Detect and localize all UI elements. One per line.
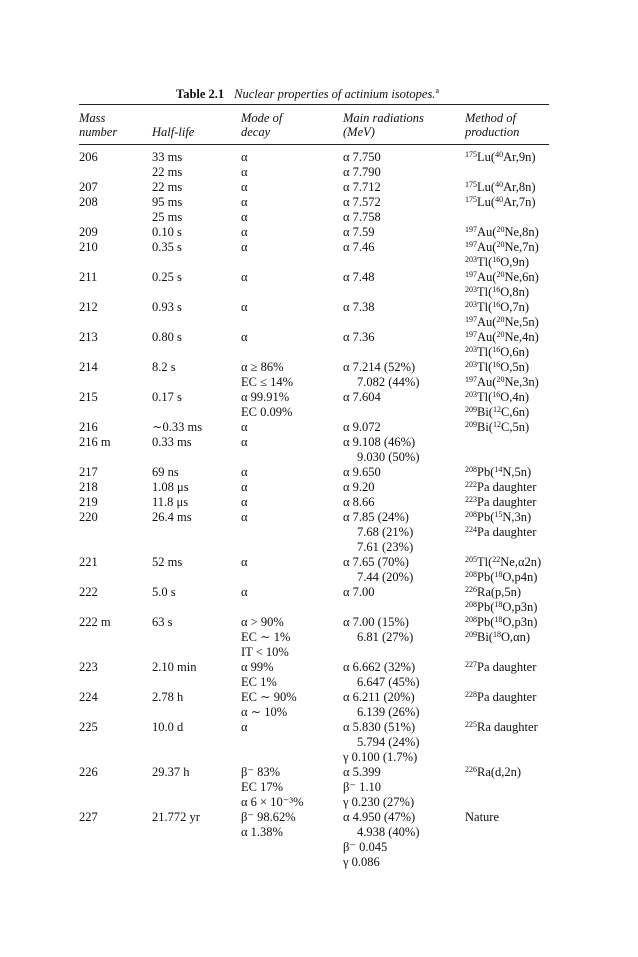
cell-mode: α bbox=[241, 240, 248, 254]
header-radiations: Main radiations (MeV) bbox=[343, 111, 424, 139]
cell-mode: α α bbox=[241, 195, 248, 224]
table-row bbox=[0, 300, 638, 330]
cell-half-life: 2.78 h bbox=[152, 690, 184, 704]
table-row bbox=[0, 765, 638, 810]
cell-mass: 216 bbox=[79, 420, 98, 434]
cell-production: $^{203}$Tl($^{16}$O,4n) $^{209}$Bi($^{12}$C,6n) bbox=[465, 390, 530, 419]
cell-half-life: 52 ms bbox=[152, 555, 183, 569]
cell-half-life: 11.8 μs bbox=[152, 495, 189, 509]
cell-mass: 227 bbox=[79, 810, 98, 824]
cell-mode: α > 90% EC ∼ 1% IT < 10% bbox=[241, 615, 291, 659]
cell-production: $^{209}$Bi($^{12}$C,5n) bbox=[465, 420, 530, 434]
cell-half-life: 0.35 s bbox=[152, 240, 182, 254]
cell-production: $^{175}$Lu($^{40}$Ar,8n) bbox=[465, 180, 536, 194]
cell-half-life: 0.17 s bbox=[152, 390, 182, 404]
header-production: Method of production bbox=[465, 111, 520, 139]
cell-mass: 225 bbox=[79, 720, 98, 734]
table-body bbox=[0, 150, 638, 870]
cell-production: $^{208}$Pb($^{18}$O,p3n) $^{209}$Bi($^{18}$O,αn) bbox=[465, 615, 538, 644]
table-row bbox=[0, 510, 638, 555]
cell-half-life: 0.25 s bbox=[152, 270, 182, 284]
cell-production: $^{208}$Pb($^{14}$N,5n) bbox=[465, 465, 532, 479]
cell-half-life: 29.37 h bbox=[152, 765, 190, 779]
cell-radiations: α 7.00 (15%) 6.81 (27%) bbox=[343, 615, 414, 644]
cell-production: $^{175}$Lu($^{40}$Ar,7n) bbox=[465, 195, 536, 209]
footnote-mark: a bbox=[435, 86, 439, 95]
table-row bbox=[0, 810, 638, 870]
table-row bbox=[0, 660, 638, 690]
cell-radiations: α 4.950 (47%) 4.938 (40%) β⁻ 0.045 γ 0.086 bbox=[343, 810, 420, 869]
cell-radiations: α 7.604 bbox=[343, 390, 381, 404]
cell-production: $^{223}$Pa daughter bbox=[465, 495, 537, 509]
cell-radiations: α 9.108 (46%) 9.030 (50%) bbox=[343, 435, 420, 464]
cell-half-life: ∼0.33 ms bbox=[152, 420, 203, 434]
table-title: Nuclear properties of actinium isotopes. bbox=[234, 87, 436, 102]
cell-production: $^{226}$Ra(d,2n) bbox=[465, 765, 522, 779]
cell-mode: α 99.91% EC 0.09% bbox=[241, 390, 293, 419]
cell-half-life: 8.2 s bbox=[152, 360, 176, 374]
table-row bbox=[0, 690, 638, 720]
cell-mode: α bbox=[241, 555, 248, 569]
cell-mode: α bbox=[241, 495, 248, 509]
cell-half-life: 5.0 s bbox=[152, 585, 176, 599]
cell-production: $^{203}$Tl($^{16}$O,7n) $^{197}$Au($^{20}$Ne,5n) bbox=[465, 300, 539, 329]
table-row bbox=[0, 435, 638, 465]
table-row bbox=[0, 495, 638, 510]
cell-radiations: α 7.00 bbox=[343, 585, 375, 599]
cell-production: $^{227}$Pa daughter bbox=[465, 660, 537, 674]
header-rule bbox=[79, 144, 549, 145]
cell-mass: 214 bbox=[79, 360, 98, 374]
cell-radiations: α 7.572 α 7.758 bbox=[343, 195, 381, 224]
cell-mode: α 99% EC 1% bbox=[241, 660, 277, 689]
cell-production: $^{175}$Lu($^{40}$Ar,9n) bbox=[465, 150, 536, 164]
table-row bbox=[0, 420, 638, 435]
cell-radiations: α 8.66 bbox=[343, 495, 375, 509]
cell-production: $^{197}$Au($^{20}$Ne,7n) $^{203}$Tl($^{16}$O,9n) bbox=[465, 240, 539, 269]
cell-mode: α bbox=[241, 480, 248, 494]
top-rule bbox=[79, 104, 549, 105]
cell-radiations: α 7.214 (52%) 7.082 (44%) bbox=[343, 360, 420, 389]
table-row bbox=[0, 615, 638, 660]
cell-mode: α bbox=[241, 180, 248, 194]
cell-radiations: α 7.36 bbox=[343, 330, 375, 344]
table-label: Table 2.1 bbox=[176, 87, 225, 102]
header-mode: Mode of decay bbox=[241, 111, 283, 139]
cell-production: $^{197}$Au($^{20}$Ne,6n) $^{203}$Tl($^{16}$O,8n) bbox=[465, 270, 539, 299]
cell-half-life: 2.10 min bbox=[152, 660, 197, 674]
cell-mass: 222 bbox=[79, 585, 98, 599]
cell-radiations: α 7.48 bbox=[343, 270, 375, 284]
table-row bbox=[0, 390, 638, 420]
cell-mass: 211 bbox=[79, 270, 98, 284]
cell-production: $^{208}$Pb($^{15}$N,3n) $^{224}$Pa daughter bbox=[465, 510, 537, 539]
cell-production: $^{197}$Au($^{20}$Ne,4n) $^{203}$Tl($^{16}$O,6n) bbox=[465, 330, 539, 359]
table-row bbox=[0, 360, 638, 390]
cell-radiations: α 5.399 β⁻ 1.10 γ 0.230 (27%) bbox=[343, 765, 415, 809]
cell-mass: 222 m bbox=[79, 615, 111, 629]
table-row bbox=[0, 180, 638, 195]
cell-mass: 217 bbox=[79, 465, 98, 479]
cell-half-life: 0.80 s bbox=[152, 330, 182, 344]
cell-production: Nature bbox=[465, 810, 500, 824]
cell-half-life: 21.772 yr bbox=[152, 810, 200, 824]
table-row bbox=[0, 465, 638, 480]
cell-mode: α bbox=[241, 300, 248, 314]
cell-radiations: α 6.211 (20%) 6.139 (26%) bbox=[343, 690, 420, 719]
cell-radiations: α 9.072 bbox=[343, 420, 381, 434]
table-row bbox=[0, 150, 638, 180]
table-row bbox=[0, 585, 638, 615]
cell-mass: 208 bbox=[79, 195, 98, 209]
table-row bbox=[0, 480, 638, 495]
cell-half-life: 10.0 d bbox=[152, 720, 184, 734]
cell-mode: α bbox=[241, 465, 248, 479]
table-caption bbox=[176, 86, 439, 102]
cell-radiations: α 7.712 bbox=[343, 180, 381, 194]
cell-mass: 207 bbox=[79, 180, 98, 194]
cell-mass: 209 bbox=[79, 225, 98, 239]
cell-mass: 212 bbox=[79, 300, 98, 314]
cell-mode: β⁻ 83% EC 17% α 6 × 10⁻³% bbox=[241, 765, 304, 809]
table-row bbox=[0, 270, 638, 300]
cell-mass: 224 bbox=[79, 690, 98, 704]
cell-half-life: 95 ms 25 ms bbox=[152, 195, 183, 224]
cell-radiations: α 7.85 (24%) 7.68 (21%) 7.61 (23%) bbox=[343, 510, 414, 554]
cell-mode: α bbox=[241, 225, 248, 239]
cell-mass: 220 bbox=[79, 510, 98, 524]
cell-mass: 221 bbox=[79, 555, 98, 569]
cell-half-life: 33 ms 22 ms bbox=[152, 150, 183, 179]
header-half-life: Half-life bbox=[152, 125, 195, 139]
cell-production: $^{197}$Au($^{20}$Ne,8n) bbox=[465, 225, 539, 239]
header-mass: Mass number bbox=[79, 111, 118, 139]
table-row bbox=[0, 330, 638, 360]
cell-mode: α ≥ 86% EC ≤ 14% bbox=[241, 360, 293, 389]
cell-radiations: α 6.662 (32%) 6.647 (45%) bbox=[343, 660, 420, 689]
table-row bbox=[0, 225, 638, 240]
cell-mass: 218 bbox=[79, 480, 98, 494]
cell-half-life: 26.4 ms bbox=[152, 510, 192, 524]
cell-mode: α bbox=[241, 585, 248, 599]
cell-production: $^{228}$Pa daughter bbox=[465, 690, 537, 704]
cell-production: $^{203}$Tl($^{16}$O,5n) $^{197}$Au($^{20}$Ne,3n) bbox=[465, 360, 539, 389]
cell-production: $^{205}$Tl($^{22}$Ne,α2n) $^{208}$Pb($^{18}$O,p4n) bbox=[465, 555, 542, 584]
cell-production: $^{222}$Pa daughter bbox=[465, 480, 537, 494]
cell-radiations: α 7.38 bbox=[343, 300, 375, 314]
table-row bbox=[0, 555, 638, 585]
cell-mass: 226 bbox=[79, 765, 98, 779]
cell-mode: α bbox=[241, 435, 248, 449]
cell-mass: 210 bbox=[79, 240, 98, 254]
cell-production: $^{226}$Ra(p,5n) $^{208}$Pb($^{18}$O,p3n) bbox=[465, 585, 538, 614]
cell-half-life: 0.93 s bbox=[152, 300, 182, 314]
cell-mass: 223 bbox=[79, 660, 98, 674]
cell-mass: 219 bbox=[79, 495, 98, 509]
cell-mode: α bbox=[241, 330, 248, 344]
cell-mode: α bbox=[241, 420, 248, 434]
cell-radiations: α 7.59 bbox=[343, 225, 375, 239]
cell-production: $^{225}$Ra daughter bbox=[465, 720, 538, 734]
cell-mass: 216 m bbox=[79, 435, 111, 449]
cell-radiations: α 7.750 α 7.790 bbox=[343, 150, 381, 179]
cell-mode: α α bbox=[241, 150, 248, 179]
table-row bbox=[0, 720, 638, 765]
cell-radiations: α 9.650 bbox=[343, 465, 381, 479]
table-row bbox=[0, 240, 638, 270]
cell-mode: α bbox=[241, 510, 248, 524]
cell-half-life: 0.10 s bbox=[152, 225, 182, 239]
cell-radiations: α 7.65 (70%) 7.44 (20%) bbox=[343, 555, 414, 584]
cell-mode: α bbox=[241, 720, 248, 734]
cell-half-life: 1.08 μs bbox=[152, 480, 189, 494]
cell-mass: 213 bbox=[79, 330, 98, 344]
cell-half-life: 63 s bbox=[152, 615, 173, 629]
cell-mass: 215 bbox=[79, 390, 98, 404]
cell-half-life: 0.33 ms bbox=[152, 435, 192, 449]
cell-radiations: α 9.20 bbox=[343, 480, 375, 494]
cell-mass: 206 bbox=[79, 150, 98, 164]
cell-mode: β⁻ 98.62% α 1.38% bbox=[241, 810, 296, 839]
cell-mode: EC ∼ 90% α ∼ 10% bbox=[241, 690, 297, 719]
cell-radiations: α 7.46 bbox=[343, 240, 375, 254]
cell-radiations: α 5.830 (51%) 5.794 (24%) γ 0.100 (1.7%) bbox=[343, 720, 420, 764]
table-row bbox=[0, 195, 638, 225]
cell-half-life: 69 ns bbox=[152, 465, 179, 479]
cell-half-life: 22 ms bbox=[152, 180, 183, 194]
cell-mode: α bbox=[241, 270, 248, 284]
